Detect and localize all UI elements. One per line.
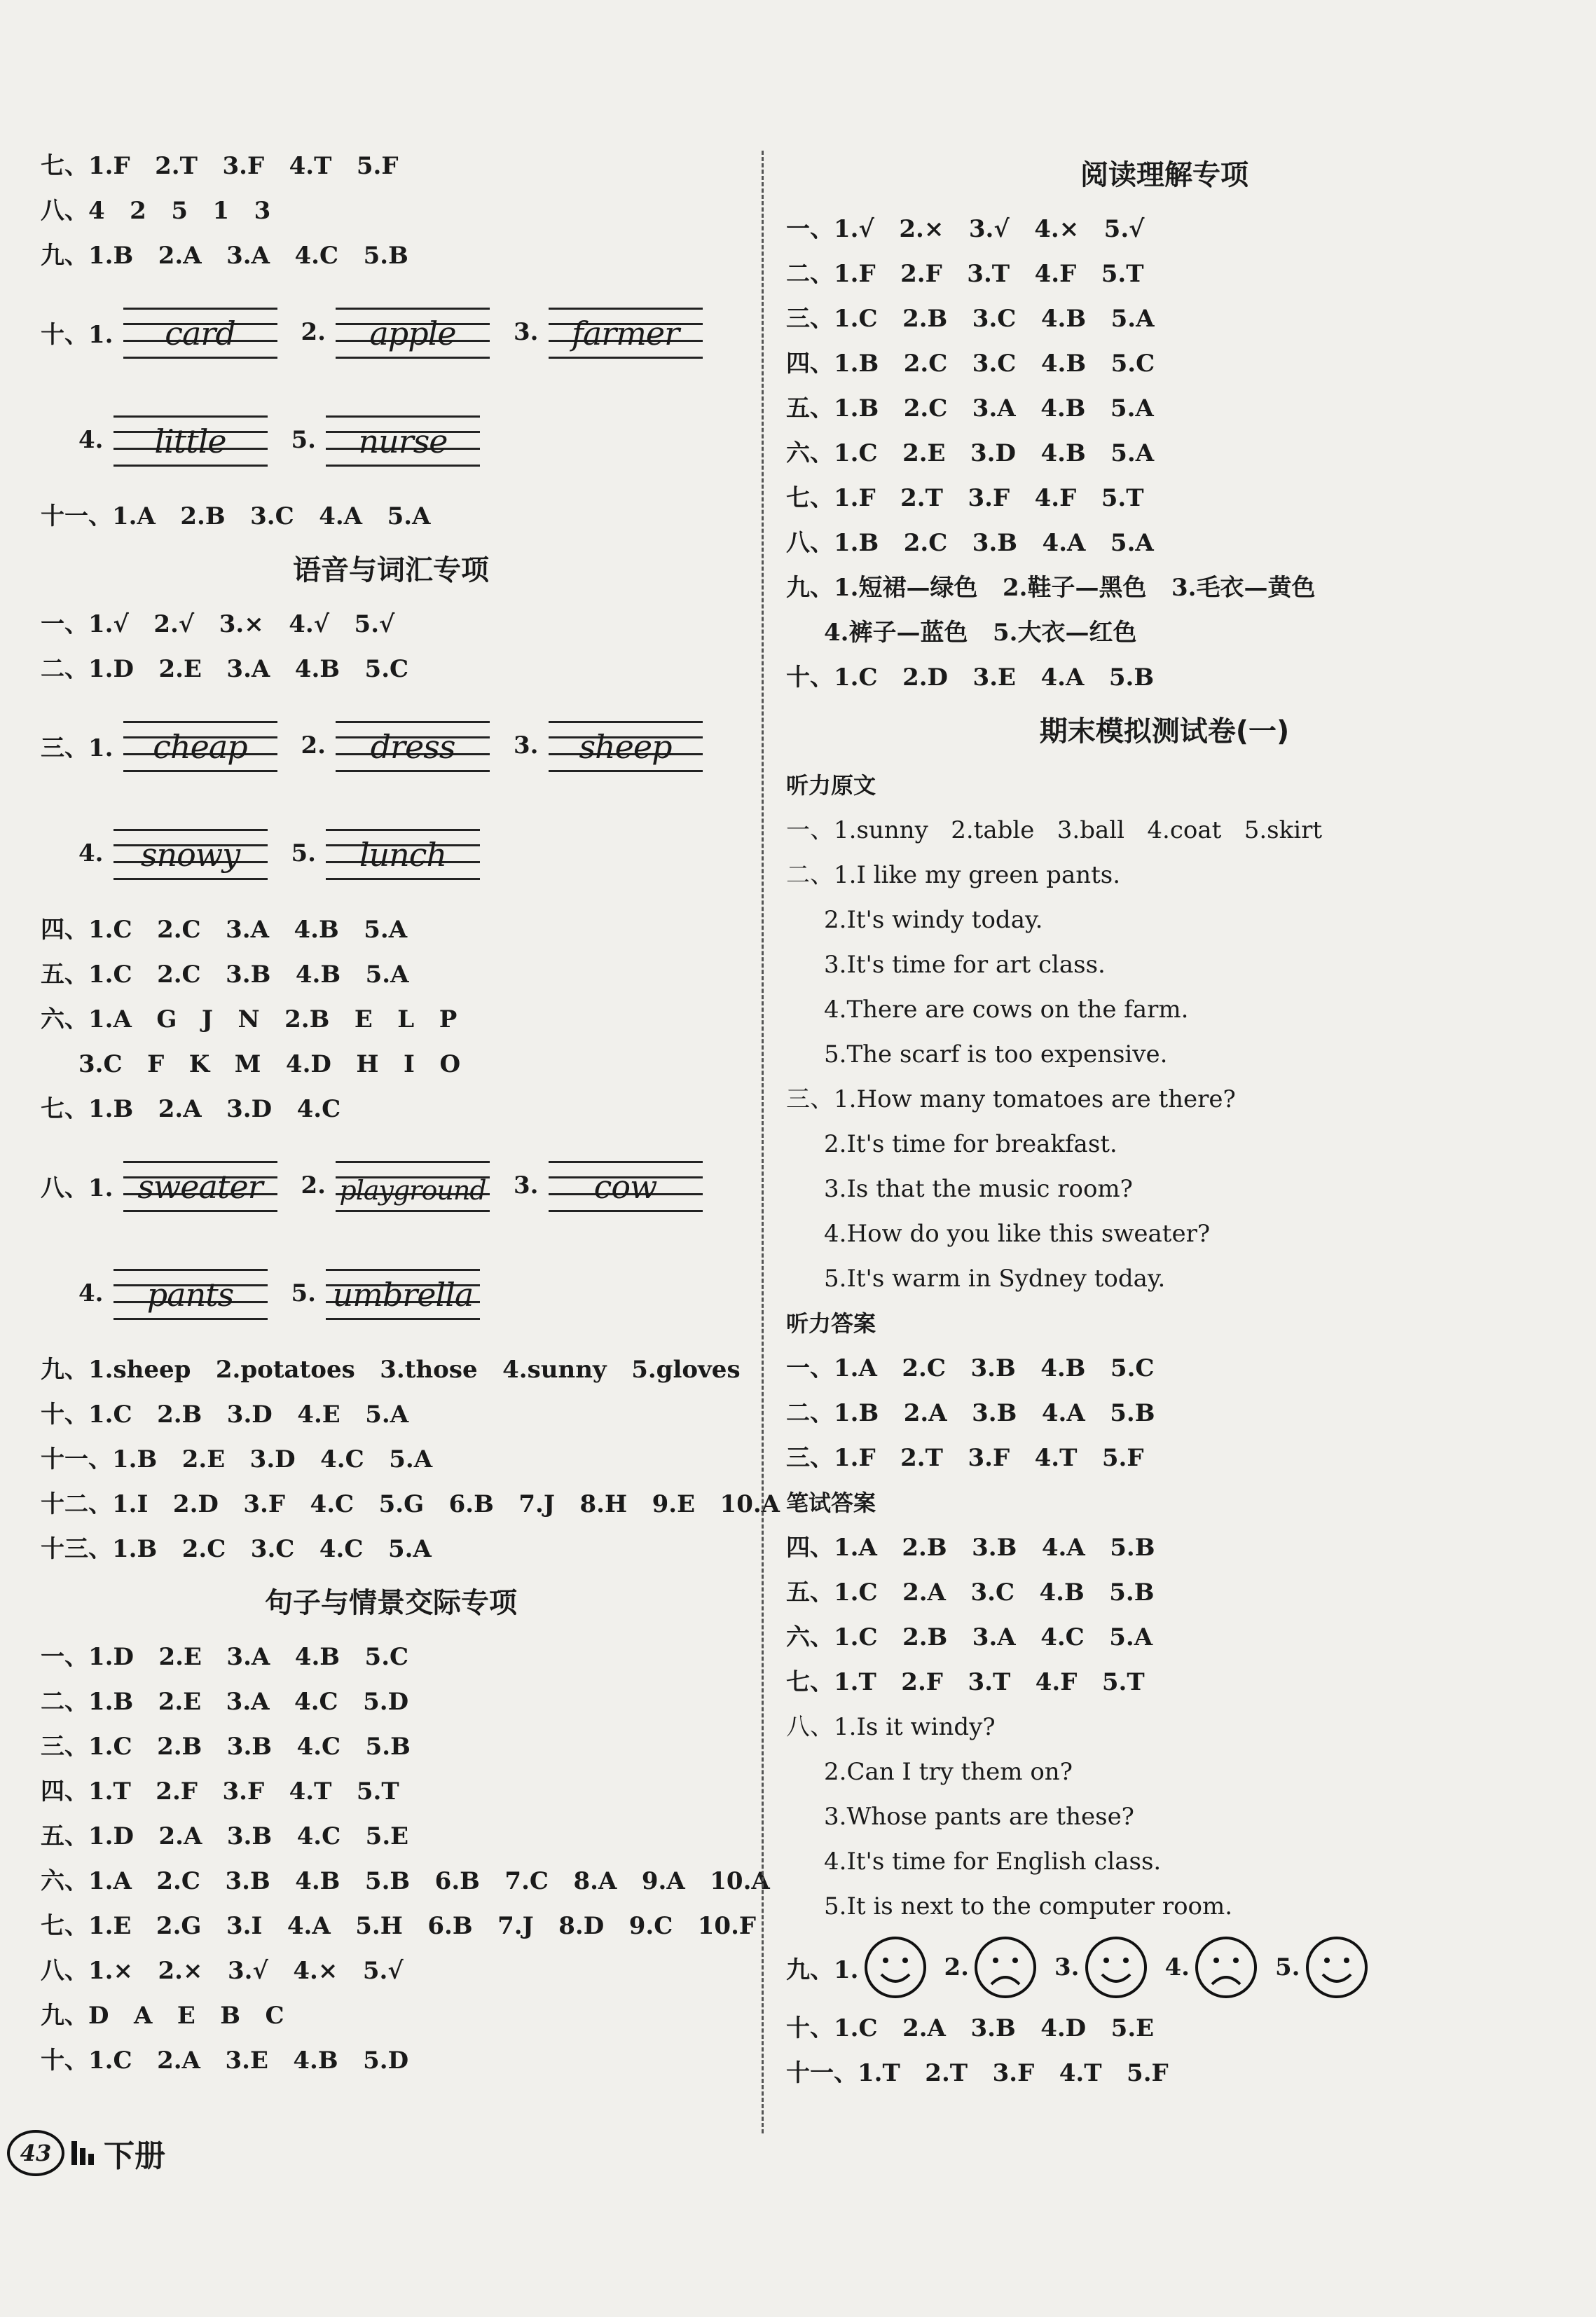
handwriting-row: [41, 1239, 741, 1347]
handwritten-word: lunch: [359, 836, 447, 874]
answer-line: 六、1.C 2.B 3.A 4.C 5.A: [786, 1623, 1153, 1651]
answer-line: 五、1.B 2.C 3.A 4.B 5.A: [786, 394, 1154, 422]
answer-line: 三、1.How many tomatoes are there?: [786, 1085, 1236, 1113]
answer-line: 四、1.A 2.B 3.B 4.A 5.B: [786, 1534, 1155, 1562]
answer-line: 八、1.× 2.× 3.√ 4.× 5.√: [41, 1957, 404, 1985]
answer-line: 七、1.F 2.T 3.F 4.T 5.F: [41, 152, 399, 180]
happy-face-icon: [1082, 1934, 1150, 2001]
section-heading: 语音与词汇专项: [293, 554, 489, 586]
item-label: 4.: [78, 839, 104, 867]
answer-line: 七、1.F 2.T 3.F 4.F 5.T: [786, 484, 1144, 512]
answer-line: 一、1.sunny 2.table 3.ball 4.coat 5.skirt: [786, 816, 1322, 844]
answer-line: 五、1.C 2.C 3.B 4.B 5.A: [41, 961, 409, 989]
handwritten-word: farmer: [571, 315, 680, 352]
section-heading: 期末模拟测试卷(一): [1039, 715, 1290, 748]
answer-line: 二、1.F 2.F 3.T 4.F 5.T: [786, 260, 1144, 288]
answer-line: 九、1.B 2.A 3.A 4.C 5.B: [41, 242, 408, 270]
handwritten-word: pants: [146, 1276, 234, 1314]
item-label: 3.: [514, 731, 539, 759]
handwriting-row: [41, 692, 741, 799]
four-line-grid: [336, 718, 490, 773]
item-label: 5.: [291, 1279, 316, 1307]
item-label: 2.: [944, 1953, 969, 1981]
answer-line: 三、1.C 2.B 3.C 4.B 5.A: [786, 305, 1155, 333]
handwritten-word: cow: [593, 1168, 657, 1206]
answer-line: 2.It's windy today.: [824, 906, 1043, 934]
handwriting-row: [41, 386, 741, 494]
answer-line: 二、1.I like my green pants.: [786, 861, 1121, 889]
four-line-grid: [123, 718, 277, 773]
item-label: 4.: [78, 426, 104, 454]
handwriting-section-san: [41, 692, 741, 907]
answer-line: 七、1.T 2.F 3.T 4.F 5.T: [786, 1668, 1145, 1696]
item-label: 3.: [1054, 1953, 1080, 1981]
answer-line: 六、1.C 2.E 3.D 4.B 5.A: [786, 439, 1155, 467]
four-line-grid: [113, 413, 268, 467]
item-label: 3.: [514, 318, 539, 346]
answer-line: 四、1.B 2.C 3.C 4.B 5.C: [786, 350, 1155, 378]
answer-line: 4.How do you like this sweater?: [824, 1220, 1211, 1248]
handwritten-word: nurse: [358, 422, 448, 460]
four-line-grid: [123, 1158, 277, 1213]
answer-line: 八、1.Is it windy?: [786, 1713, 996, 1741]
sad-face-icon: [972, 1934, 1039, 2001]
happy-face-icon: [1303, 1934, 1370, 2001]
handwriting-section-shi: [41, 278, 741, 494]
item-label: 4.: [1164, 1953, 1190, 1981]
right-column: [786, 144, 1543, 2096]
answer-line: 十、1.C 2.B 3.D 4.E 5.A: [41, 1401, 409, 1429]
answer-line: 四、1.T 2.F 3.F 4.T 5.T: [41, 1778, 399, 1806]
left-column: [41, 144, 780, 2083]
answer-line: 一、1.A 2.C 3.B 4.B 5.C: [786, 1354, 1155, 1382]
handwriting-row: [41, 278, 741, 386]
answer-line: 一、1.D 2.E 3.A 4.B 5.C: [41, 1643, 409, 1671]
answer-line: 十、1.C 2.D 3.E 4.A 5.B: [786, 664, 1155, 692]
answer-line: 十三、1.B 2.C 3.C 4.C 5.A: [41, 1535, 432, 1563]
answer-line: 3.It's time for art class.: [824, 951, 1106, 979]
subheading-written-answers: 笔试答案: [786, 1490, 876, 1516]
handwriting-section-ba: [41, 1132, 741, 1347]
answer-line: 八、1.B 2.C 3.B 4.A 5.A: [786, 529, 1154, 557]
answer-line: 二、1.B 2.E 3.A 4.C 5.D: [41, 1688, 409, 1716]
item-label: 4.: [78, 1279, 104, 1307]
answer-line: 2.It's time for breakfast.: [824, 1130, 1117, 1158]
answer-line: 九、1.sheep 2.potatoes 3.those 4.sunny 5.gloves: [41, 1356, 741, 1384]
four-line-grid: [113, 826, 268, 881]
item-label: 三、1.: [41, 734, 113, 762]
answer-line: 4.裤子—蓝色 5.大衣—红色: [824, 619, 1137, 647]
section-heading: 句子与情景交际专项: [265, 1587, 517, 1619]
happy-face-icon: [862, 1934, 929, 2001]
answer-line: 4.There are cows on the farm.: [824, 996, 1189, 1024]
answer-line: 十一、1.T 2.T 3.F 4.T 5.F: [786, 2059, 1169, 2087]
four-line-grid: [549, 1158, 703, 1213]
answer-line: 3.Is that the music room?: [824, 1175, 1133, 1203]
answer-line: 六、1.A 2.C 3.B 4.B 5.B 6.B 7.C 8.A 9.A 10.A: [41, 1867, 770, 1895]
handwritten-word: sweater: [137, 1168, 263, 1206]
answer-line: 一、1.√ 2.× 3.√ 4.× 5.√: [786, 215, 1145, 243]
answer-line: 二、1.B 2.A 3.B 4.A 5.B: [786, 1399, 1155, 1427]
column-divider: [762, 151, 764, 2133]
handwritten-word: umbrella: [332, 1276, 474, 1314]
answer-line: 5.It's warm in Sydney today.: [824, 1265, 1166, 1293]
handwritten-word: dress: [370, 728, 455, 766]
subheading-listening-answers: 听力答案: [786, 1310, 876, 1337]
answer-line: 一、1.√ 2.√ 3.× 4.√ 5.√: [41, 610, 395, 638]
answers-block-1: [41, 144, 741, 278]
handwritten-word: card: [165, 315, 235, 352]
four-line-grid: [123, 305, 277, 359]
four-line-grid: [336, 305, 490, 359]
answer-line: 四、1.C 2.C 3.A 4.B 5.A: [41, 916, 408, 944]
answer-line: 5.The scarf is too expensive.: [824, 1040, 1168, 1068]
answer-line: 4.It's time for English class.: [824, 1848, 1162, 1876]
answer-line: 十二、1.I 2.D 3.F 4.C 5.G 6.B 7.J 8.H 9.E 10.A: [41, 1490, 780, 1518]
item-label: 5.: [291, 426, 316, 454]
four-line-grid: [113, 1266, 268, 1321]
handwritten-word: apple: [369, 315, 456, 352]
page-number: 43: [7, 2130, 64, 2176]
section-heading: 阅读理解专项: [1080, 159, 1248, 191]
answer-line: 三、1.F 2.T 3.F 4.T 5.F: [786, 1444, 1144, 1472]
item-label: 2.: [301, 1171, 326, 1199]
answer-line: 七、1.E 2.G 3.I 4.A 5.H 6.B 7.J 8.D 9.C 10.F: [41, 1912, 757, 1940]
handwritten-word: little: [154, 422, 226, 460]
answer-line: 十、1.C 2.A 3.E 4.B 5.D: [41, 2047, 409, 2075]
item-label: 3.: [514, 1171, 539, 1199]
four-line-grid: [549, 305, 703, 359]
answer-line: 五、1.D 2.A 3.B 4.C 5.E: [41, 1822, 409, 1850]
bars-icon: [71, 2141, 97, 2165]
answer-line: 九、1.短裙—绿色 2.鞋子—黑色 3.毛衣—黄色: [786, 574, 1316, 602]
answer-line: 十、1.C 2.A 3.B 4.D 5.E: [786, 2014, 1155, 2042]
answer-line: 二、1.D 2.E 3.A 4.B 5.C: [41, 655, 409, 683]
four-line-grid: [326, 413, 480, 467]
answer-line: 3.C F K M 4.D H I O: [78, 1050, 461, 1078]
handwritten-word: cheap: [153, 728, 247, 766]
answer-line: 5.It is next to the computer room.: [824, 1892, 1233, 1920]
four-line-grid: [326, 1266, 480, 1321]
answer-line: 九、D A E B C: [41, 2002, 284, 2030]
handwritten-word: snowy: [140, 836, 240, 874]
item-label: 5.: [1275, 1953, 1300, 1981]
answer-line: 六、1.A G J N 2.B E L P: [41, 1005, 458, 1033]
answer-line: 3.Whose pants are these?: [824, 1803, 1134, 1831]
sad-face-icon: [1192, 1934, 1260, 2001]
four-line-grid: [336, 1158, 490, 1213]
answer-line: 十一、1.B 2.E 3.D 4.C 5.A: [41, 1445, 433, 1473]
page-footer: [7, 2130, 165, 2176]
answer-line: 三、1.C 2.B 3.B 4.C 5.B: [41, 1733, 411, 1761]
item-label: 八、1.: [41, 1174, 113, 1202]
answer-line: 八、4 2 5 1 3: [41, 197, 271, 225]
volume-label: 下册: [104, 2138, 165, 2174]
four-line-grid: [326, 826, 480, 881]
answer-line: 七、1.B 2.A 3.D 4.C: [41, 1095, 341, 1123]
answer-line: 2.Can I try them on?: [824, 1758, 1073, 1786]
handwriting-row: [41, 1132, 741, 1239]
item-label: 2.: [301, 318, 326, 346]
answer-line: 五、1.C 2.A 3.C 4.B 5.B: [786, 1579, 1155, 1607]
item-label: 5.: [291, 839, 316, 867]
item-label: 2.: [301, 731, 326, 759]
handwritten-word: playground: [339, 1175, 486, 1206]
four-line-grid: [549, 718, 703, 773]
item-label: 九、1.: [786, 1955, 859, 1984]
subheading-listening-script: 听力原文: [786, 772, 876, 799]
handwritten-word: sheep: [579, 728, 672, 766]
faces-row: [786, 1929, 1543, 2006]
handwriting-row: [41, 799, 741, 907]
item-label: 十、1.: [41, 320, 113, 349]
answer-line: 十一、1.A 2.B 3.C 4.A 5.A: [41, 502, 431, 530]
